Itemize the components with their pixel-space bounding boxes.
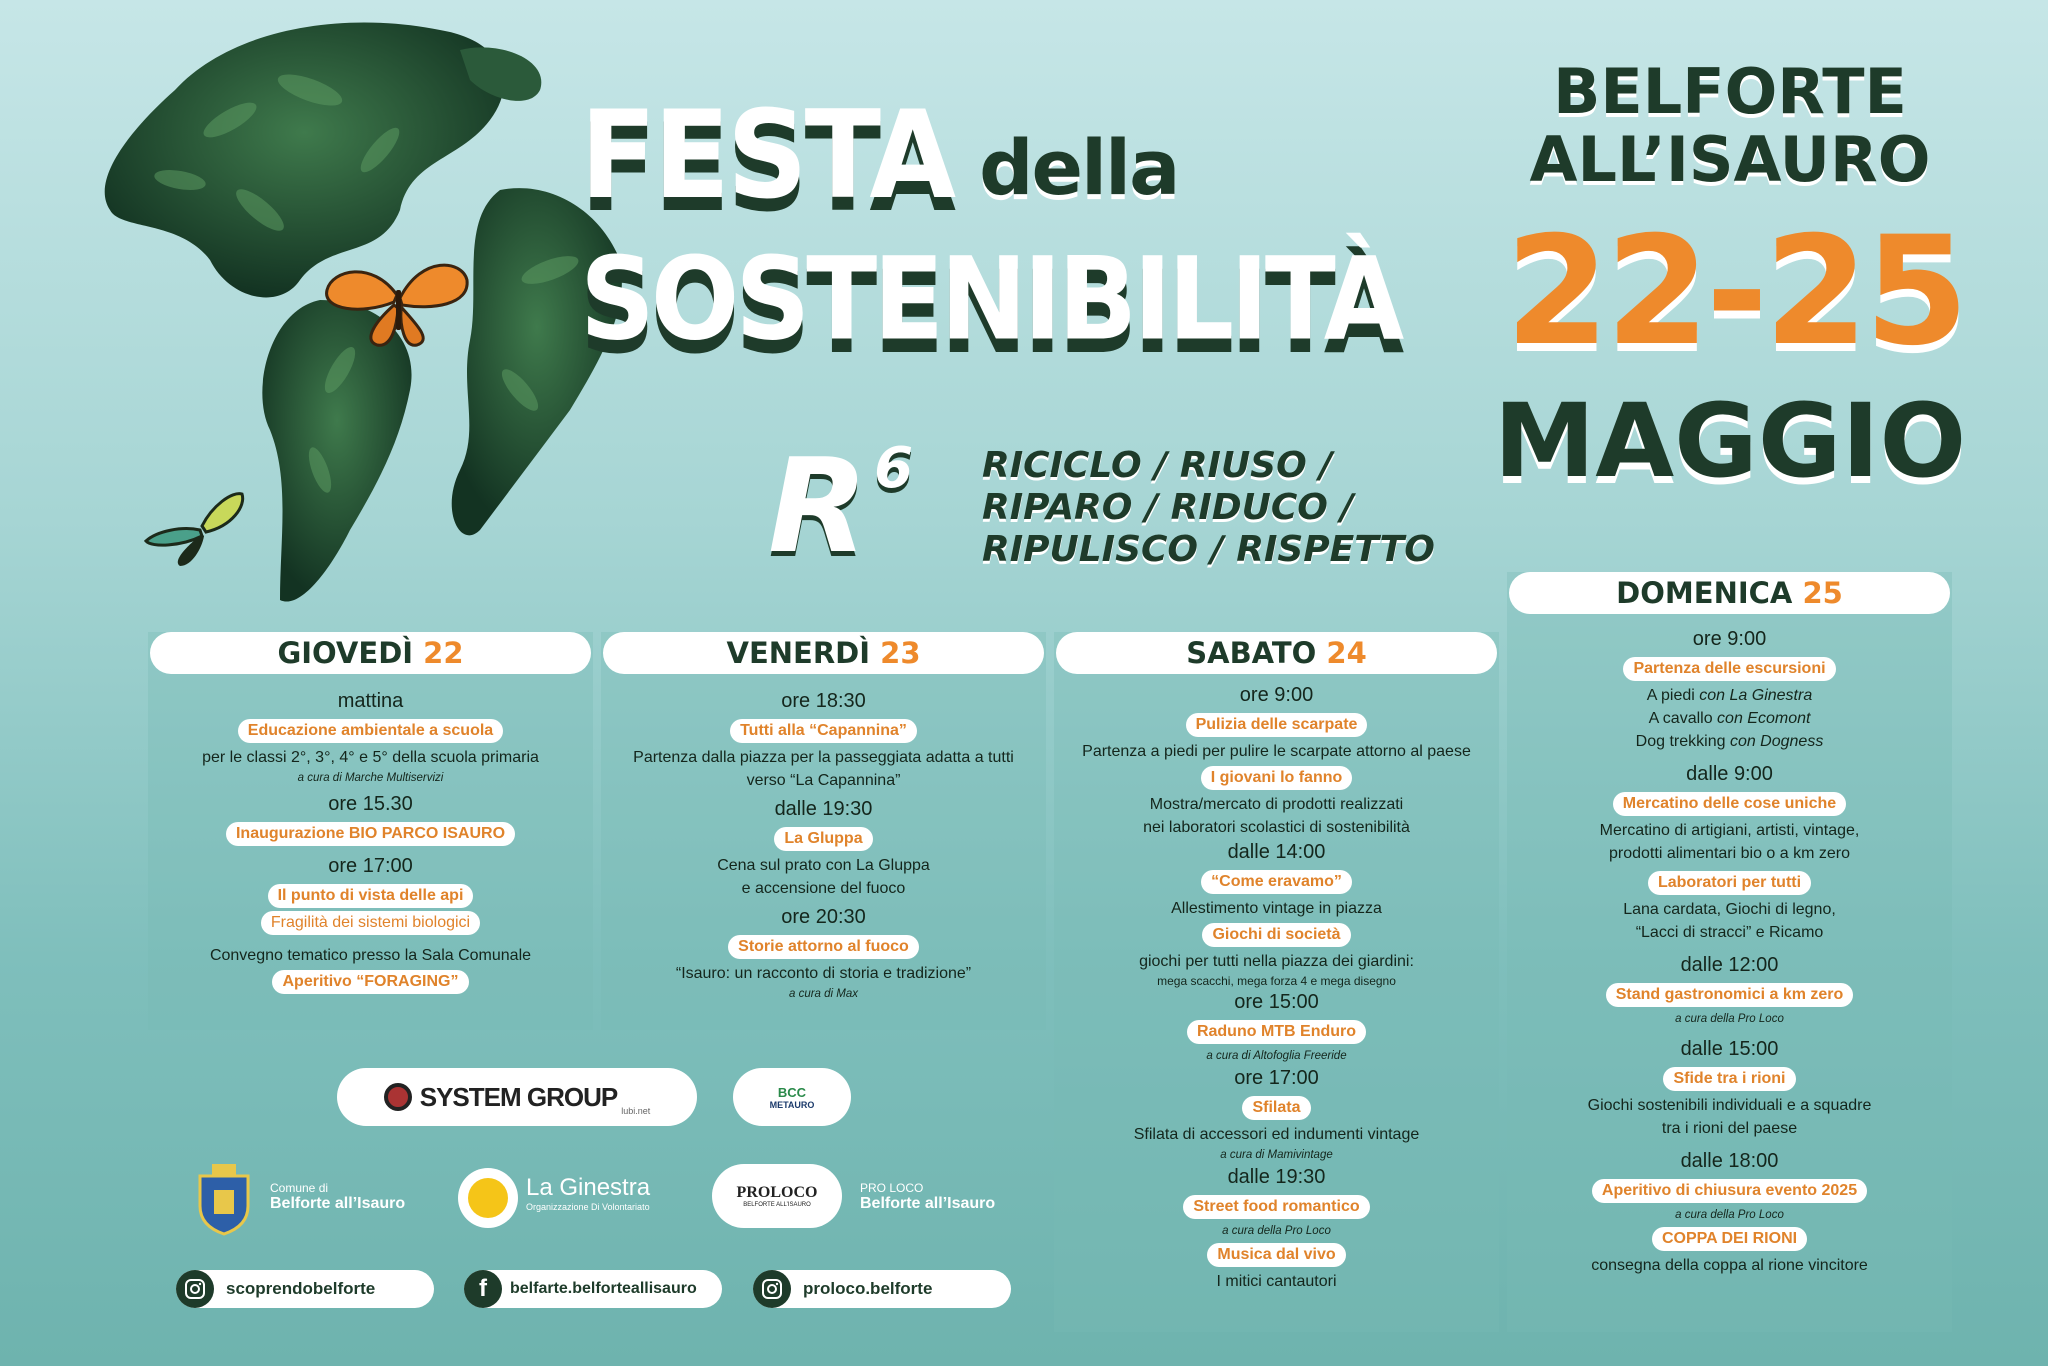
event-description: per le classi 2°, 3°, 4° e 5° della scuola primaria xyxy=(202,749,539,766)
proloco-logo-text: PROLOCO xyxy=(736,1184,818,1201)
ginestra-label xyxy=(526,1174,650,1212)
event-description: I mitici cantautori xyxy=(1216,1273,1337,1290)
day-column-sabato xyxy=(1054,632,1499,1332)
event-organizer: a cura della Pro Loco xyxy=(1675,1013,1784,1025)
sponsor-name: SYSTEM GROUP xyxy=(419,1081,618,1112)
location-line: BELFORTE xyxy=(1553,55,1907,128)
title-della: della xyxy=(979,123,1179,212)
ginestra-name: La Ginestra xyxy=(526,1174,651,1201)
event-title: Tutti alla “Capannina” xyxy=(730,719,917,743)
r6-letter: R xyxy=(768,430,869,582)
sponsor-sub: METAURO xyxy=(769,1099,815,1110)
event-organizer: a cura della Pro Loco xyxy=(1675,1209,1784,1221)
event-time: dalle 19:30 xyxy=(774,798,873,820)
system-group-icon xyxy=(384,1083,412,1111)
social-facebook-belfarte[interactable] xyxy=(464,1270,722,1308)
event-title: “Come eravamo” xyxy=(1201,870,1352,894)
r6-exponent: 6 xyxy=(874,435,914,501)
proloco-name: Belforte all’Isauro xyxy=(860,1195,996,1212)
event-time: dalle 9:00 xyxy=(1686,763,1773,785)
event-time: ore 17:00 xyxy=(328,855,413,877)
event-description: nei laboratori scolastici di sostenibilità xyxy=(1143,819,1410,836)
event-organizer: a cura di Max xyxy=(788,988,859,1000)
event-description: Partenza a piedi per pulire le scarpate attorno al paese xyxy=(1082,743,1471,760)
activity-partner: con La Ginestra xyxy=(1699,687,1813,704)
event-description: Mostra/mercato di prodotti realizzati xyxy=(1149,796,1404,813)
social-instagram-proloco[interactable] xyxy=(753,1270,1011,1308)
facebook-icon: f xyxy=(464,1270,502,1308)
instagram-icon xyxy=(753,1270,791,1308)
event-title: Street food romantico xyxy=(1183,1195,1369,1219)
event-title: Sfilata xyxy=(1242,1096,1310,1120)
day-header xyxy=(603,632,1044,674)
event-description: e accensione del fuoco xyxy=(741,880,906,897)
social-handle: scoprendobelforte xyxy=(226,1279,376,1298)
event-title: Pulizia delle scarpate xyxy=(1186,713,1368,737)
event-organizer: a cura di Marche Multiservizi xyxy=(297,772,444,784)
title-sostenibilita: SOSTENIBILITÀ xyxy=(580,231,1401,367)
event-subtitle: Fragilità dei sistemi biologici xyxy=(261,911,480,935)
r6-line: RICICLO / RIUSO / xyxy=(982,445,1333,486)
day-number: 25 xyxy=(1802,576,1843,610)
event-title: Inaugurazione BIO PARCO ISAURO xyxy=(226,822,515,846)
comune-coat-of-arms-icon xyxy=(192,1160,256,1236)
day-name: SABATO xyxy=(1186,636,1317,670)
event-time: mattina xyxy=(337,690,404,712)
event-time: dalle 18:00 xyxy=(1680,1150,1779,1172)
ginestra-sub: Organizzazione Di Volontariato xyxy=(526,1202,650,1212)
instagram-icon xyxy=(176,1270,214,1308)
event-description: Sfilata di accessori ed indumenti vintage xyxy=(1133,1126,1420,1143)
event-description xyxy=(1507,730,1952,753)
event-title: Stand gastronomici a km zero xyxy=(1606,983,1854,1007)
event-description: prodotti alimentari bio o a km zero xyxy=(1609,845,1850,862)
event-description: Mercatino di artigiani, artisti, vintage, xyxy=(1599,822,1860,839)
proloco-logo xyxy=(712,1164,842,1228)
sponsor-bcc-metauro xyxy=(733,1068,851,1126)
event-description: consegna della coppa al rione vincitore xyxy=(1591,1257,1868,1274)
event-description: tra i rioni del paese xyxy=(1661,1120,1798,1137)
event-title: Mercatino delle cose uniche xyxy=(1613,792,1846,816)
r6-line: RIPULISCO / RISPETTO xyxy=(982,529,1435,570)
day-header xyxy=(1509,572,1950,614)
social-instagram-scoprendobelforte[interactable] xyxy=(176,1270,434,1308)
day-number: 23 xyxy=(880,636,921,670)
event-description xyxy=(1507,684,1952,707)
event-title: Aperitivo di chiusura evento 2025 xyxy=(1592,1179,1867,1203)
comune-label xyxy=(270,1180,405,1212)
event-organizer: a cura di Mamivintage xyxy=(1220,1149,1333,1161)
proloco-small: PRO LOCO xyxy=(860,1181,924,1195)
event-title: Raduno MTB Enduro xyxy=(1187,1020,1366,1044)
r6-logo xyxy=(768,430,914,582)
event-title: I giovani lo fanno xyxy=(1201,766,1353,790)
activity-partner: con Ecomont xyxy=(1717,710,1811,727)
event-time: ore 15:00 xyxy=(1234,991,1319,1013)
event-detail: mega scacchi, mega forza 4 e mega disegno xyxy=(1157,974,1396,988)
r6-line: RIPARO / RIDUCO / xyxy=(982,487,1354,528)
event-description: Giochi sostenibili individuali e a squadre xyxy=(1587,1097,1872,1114)
event-description: Partenza dalla piazza per la passeggiata adatta a tutti xyxy=(633,749,1014,766)
comune-small: Comune di xyxy=(270,1181,329,1195)
location-line: ALL’ISAURO xyxy=(1529,123,1931,196)
day-name: DOMENICA xyxy=(1616,576,1793,610)
event-title: Laboratori per tutti xyxy=(1648,871,1811,895)
event-time: dalle 19:30 xyxy=(1227,1166,1326,1188)
ginestra-logo-icon xyxy=(458,1168,518,1228)
event-title: COPPA DEI RIONI xyxy=(1652,1227,1807,1251)
proloco-label xyxy=(860,1180,995,1212)
r6-keywords xyxy=(982,445,1435,571)
event-time: ore 9:00 xyxy=(1239,684,1314,706)
event-description: Allestimento vintage in piazza xyxy=(1171,900,1382,917)
event-dates: 22-25 xyxy=(1505,205,1965,379)
event-description: “Lacci di stracci” e Ricamo xyxy=(1635,924,1824,941)
activity: A cavallo xyxy=(1648,710,1718,727)
event-title: Partenza delle escursioni xyxy=(1623,657,1835,681)
activity: Dog trekking xyxy=(1635,733,1730,750)
day-number: 22 xyxy=(423,636,464,670)
event-title: Storie attorno al fuoco xyxy=(728,935,919,959)
orange-butterfly-illustration xyxy=(322,250,472,350)
event-title: Sfide tra i rioni xyxy=(1663,1067,1795,1091)
event-time: ore 17:00 xyxy=(1234,1067,1319,1089)
comune-name: Belforte all’Isauro xyxy=(270,1195,406,1212)
event-time: dalle 12:00 xyxy=(1680,954,1779,976)
sponsor-system-group xyxy=(337,1068,697,1126)
event-description: giochi per tutti nella piazza dei giardini: xyxy=(1139,953,1414,970)
day-header xyxy=(150,632,591,674)
event-title: Il punto di vista delle api xyxy=(268,884,474,908)
day-name: VENERDÌ xyxy=(726,636,871,670)
bcc-logo: BCC xyxy=(777,1084,807,1100)
proloco-logo-sub: BELFORTE ALL’ISAURO xyxy=(743,1202,811,1208)
day-column-giovedi xyxy=(148,632,593,1030)
social-handle: proloco.belforte xyxy=(803,1279,933,1298)
day-column-domenica xyxy=(1507,572,1952,1332)
event-description: verso “La Capannina” xyxy=(746,772,901,789)
event-time: ore 15.30 xyxy=(328,793,413,815)
event-title: Giochi di società xyxy=(1202,923,1350,947)
event-description xyxy=(1507,707,1952,730)
event-description: “Isauro: un racconto di storia e tradizione” xyxy=(675,965,972,982)
event-time: dalle 15:00 xyxy=(1680,1038,1779,1060)
event-organizer: a cura della Pro Loco xyxy=(1222,1225,1331,1237)
day-header xyxy=(1056,632,1497,674)
event-title: La Gluppa xyxy=(774,827,872,851)
social-handle: belfarte.belforteallisauro xyxy=(510,1280,697,1297)
event-title: Musica dal vivo xyxy=(1207,1243,1345,1267)
festival-title xyxy=(580,85,1480,367)
event-title: Educazione ambientale a scuola xyxy=(238,719,503,743)
title-festa: FESTA xyxy=(580,85,954,227)
activity-partner: con Dogness xyxy=(1729,733,1824,750)
event-description: Convegno tematico presso la Sala Comunale xyxy=(209,947,532,964)
event-location xyxy=(1490,55,1970,196)
day-column-venerdi xyxy=(601,632,1046,1030)
activity: A piedi xyxy=(1646,687,1700,704)
sponsor-sub: lubi.net xyxy=(621,1106,651,1116)
event-description: Lana cardata, Giochi di legno, xyxy=(1623,901,1836,918)
event-month: MAGGIO xyxy=(1493,382,1967,501)
green-butterfly-illustration xyxy=(142,486,248,572)
event-time: ore 20:30 xyxy=(781,906,866,928)
event-title: Aperitivo “FORAGING” xyxy=(272,970,468,994)
event-organizer: a cura di Altofoglia Freeride xyxy=(1206,1050,1347,1062)
event-time: ore 9:00 xyxy=(1692,628,1767,650)
day-number: 24 xyxy=(1326,636,1367,670)
event-time: ore 18:30 xyxy=(781,690,866,712)
event-description: Cena sul prato con La Gluppa xyxy=(717,857,930,874)
event-time: dalle 14:00 xyxy=(1227,841,1326,863)
day-name: GIOVEDÌ xyxy=(277,636,414,670)
